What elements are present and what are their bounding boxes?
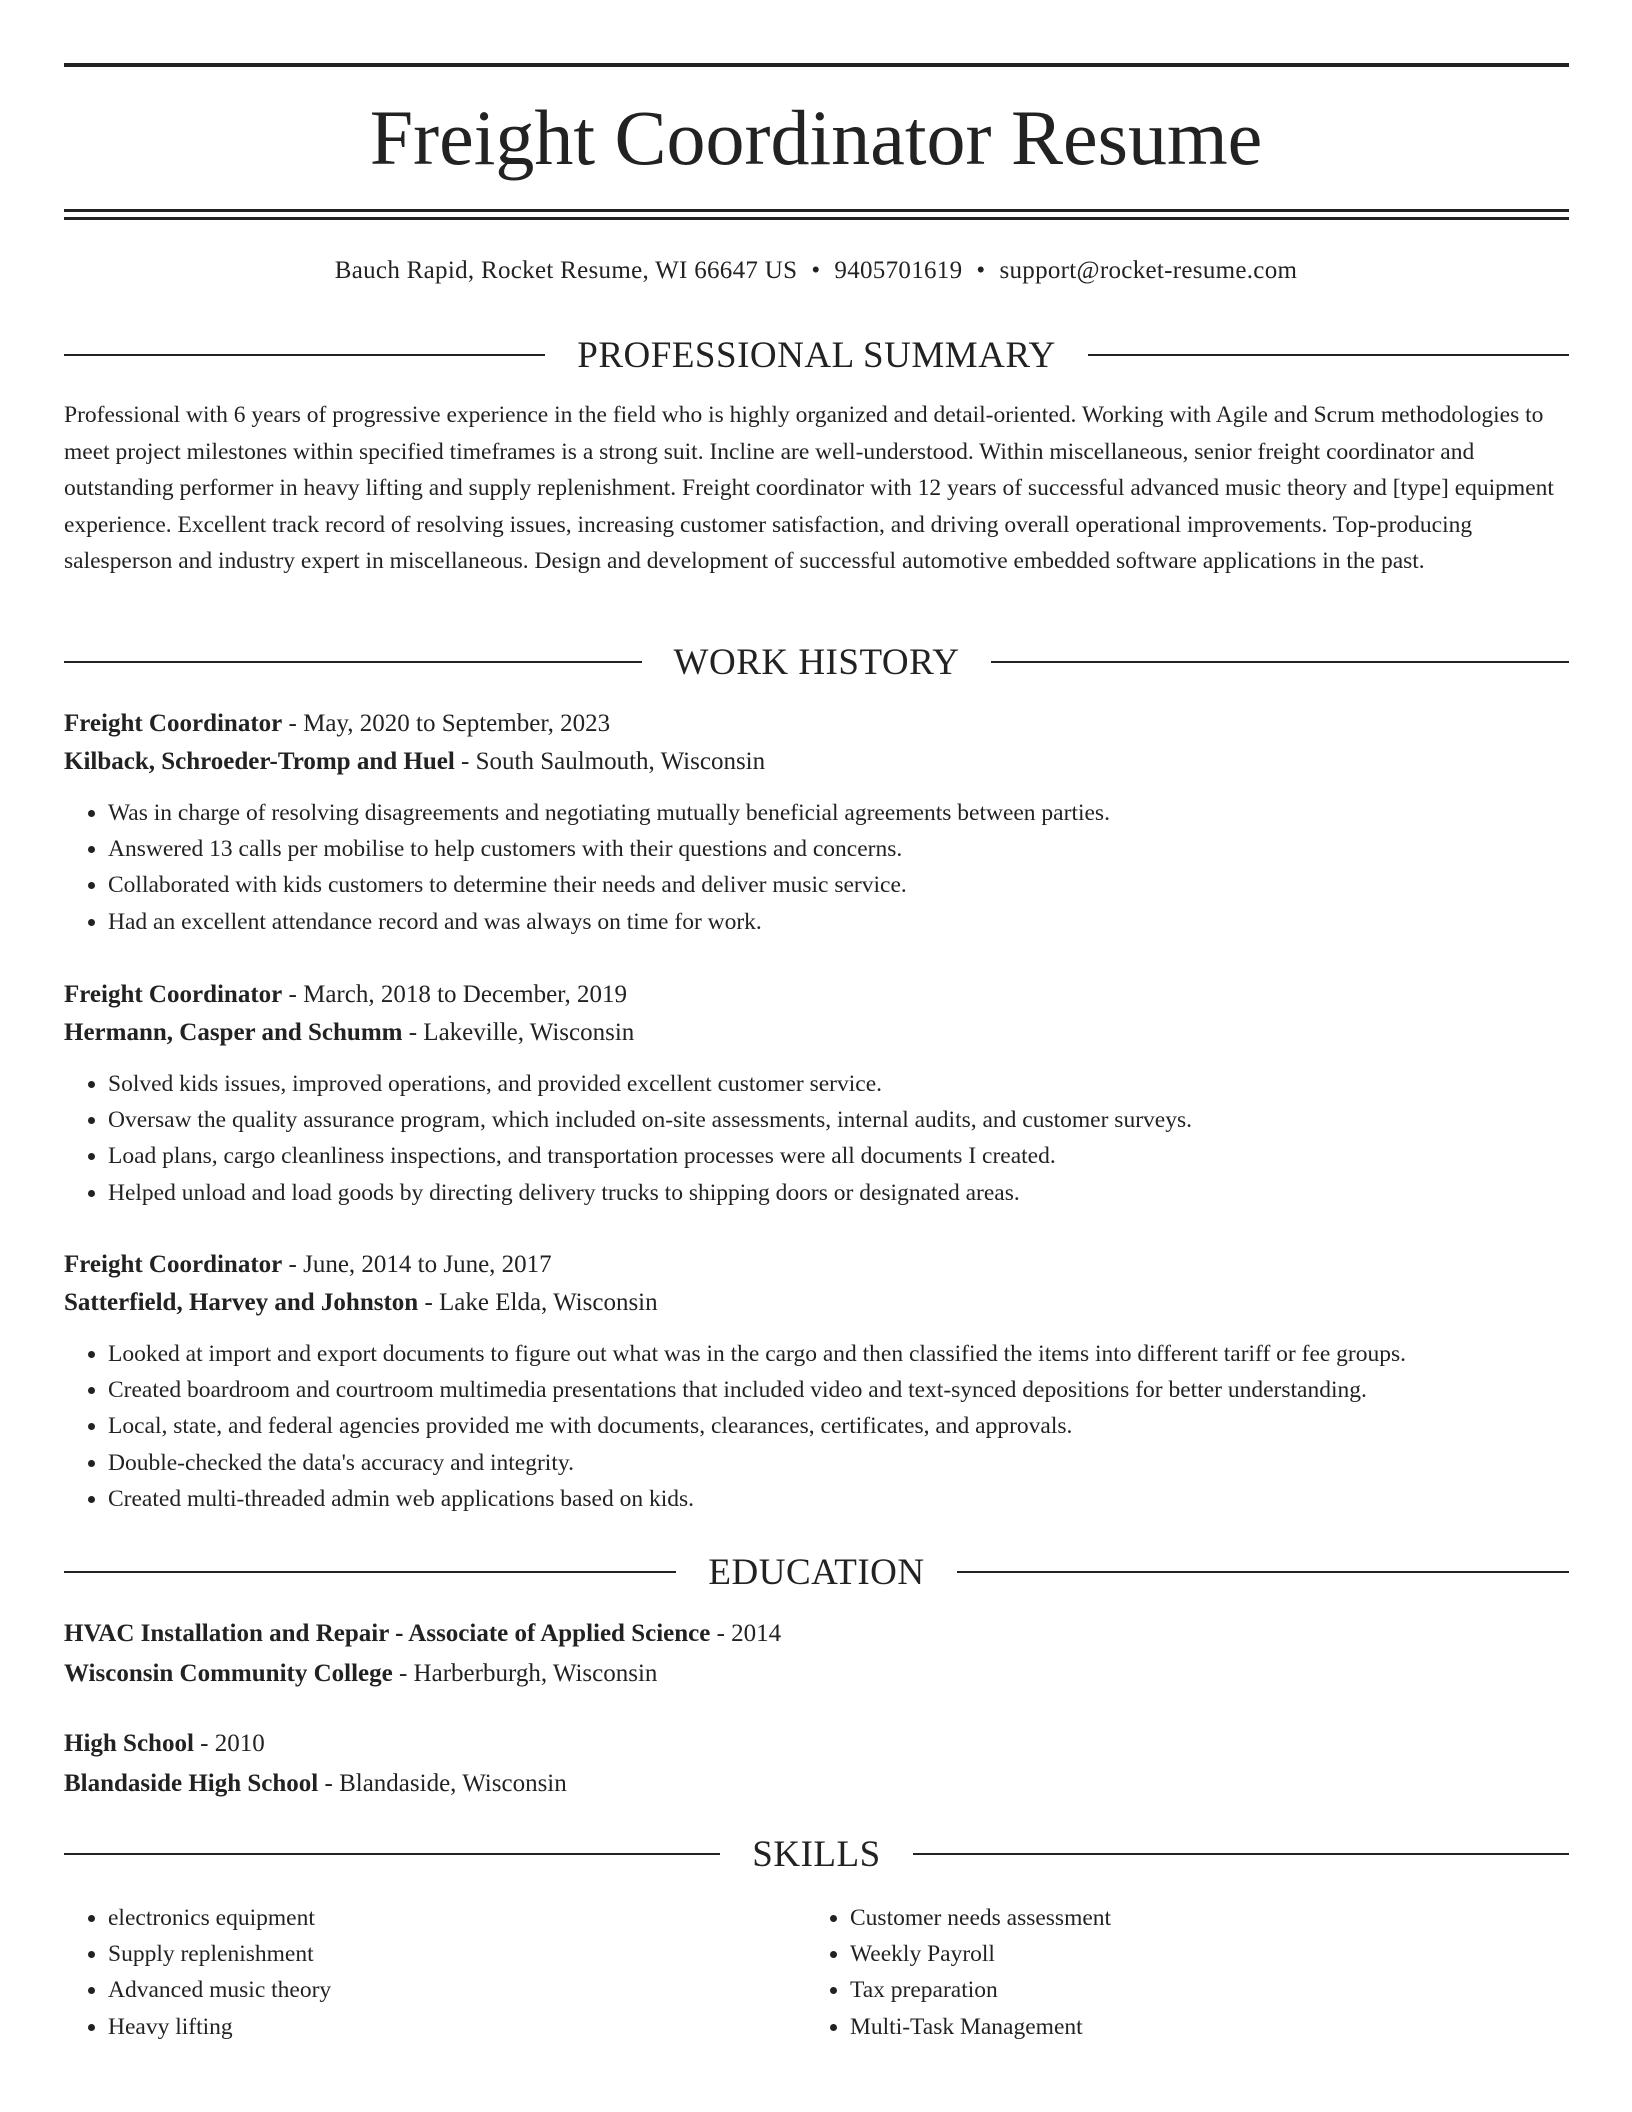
header-top-rule xyxy=(64,63,1569,67)
job-bullets xyxy=(64,795,1569,940)
education-location: - Blandaside, Wisconsin xyxy=(318,1770,567,1797)
job-bullet: • Double-checked the data's accuracy and integrity. xyxy=(108,1445,1569,1481)
skill-item: • Tax preparation xyxy=(850,1972,1111,2008)
job-title-line xyxy=(64,976,1569,1014)
skills-list xyxy=(64,1900,331,2045)
heading-rule xyxy=(64,1571,676,1573)
job-bullet: • Looked at import and export documents to figure out what was in the cargo and then classified the items into different tariff or fee groups. xyxy=(108,1336,1569,1372)
heading-rule xyxy=(1088,354,1569,356)
section-heading-summary xyxy=(64,330,1569,380)
job-title: Freight Coordinator xyxy=(64,710,283,737)
job-bullet: • Oversaw the quality assurance program, which included on-site assessments, internal audits, and customer surveys. xyxy=(108,1102,1569,1138)
job-bullet: • Collaborated with kids customers to determine their needs and deliver music service. xyxy=(108,867,1569,903)
education-degree-line xyxy=(64,1615,1569,1653)
job-entry xyxy=(64,1246,1569,1517)
job-dates: - March, 2018 to December, 2019 xyxy=(282,981,627,1008)
job-bullets xyxy=(64,1066,1569,1211)
section-heading-education xyxy=(64,1547,1569,1597)
section-title: PROFESSIONAL SUMMARY xyxy=(577,334,1056,376)
summary-text: Professional with 6 years of progressive experience in the field who is highly organized and detail-oriented. Working with Agile and Scrum methodologies to meet project milestones within specified timeframes is a strong suit. Incline are well-understood. Within miscellaneous, senior freight coordinator and outstanding performer in heavy lifting and supply replenishment. Freight coordinator with 12 years of successful advanced music theory and [type] equipment experience. Excellent track record of resolving issues, increasing customer satisfaction, and driving overall operational improvements. Top-producing salesperson and industry expert in miscellaneous. Design and development of successful automotive embedded software applications in the past. xyxy=(64,402,1554,574)
job-company: Satterfield, Harvey and Johnston xyxy=(64,1289,419,1316)
job-company-line xyxy=(64,1014,1569,1052)
skill-item: • Weekly Payroll xyxy=(850,1936,1111,1972)
heading-rule xyxy=(991,661,1569,663)
education-school: Blandaside High School xyxy=(64,1770,319,1797)
job-title-line xyxy=(64,1246,1569,1284)
skill-item: • Customer needs assessment xyxy=(850,1900,1111,1936)
contact-line xyxy=(0,253,1632,289)
education-school-line xyxy=(64,1655,1569,1693)
job-dates: - May, 2020 to September, 2023 xyxy=(282,710,611,737)
job-company: Kilback, Schroeder-Tromp and Huel xyxy=(64,748,455,775)
skill-item: • Multi-Task Management xyxy=(850,2009,1111,2045)
education-year: - 2010 xyxy=(193,1730,265,1757)
contact-separator: • xyxy=(811,257,821,284)
job-title-line xyxy=(64,705,1569,743)
education-entry xyxy=(64,1615,1569,1693)
skills-list xyxy=(806,1900,1111,2045)
job-dates: - June, 2014 to June, 2017 xyxy=(282,1251,552,1278)
section-title: WORK HISTORY xyxy=(673,641,960,683)
job-location: - Lakeville, Wisconsin xyxy=(402,1019,635,1046)
contact-email: support@rocket-resume.com xyxy=(999,257,1298,284)
skill-item: • Supply replenishment xyxy=(108,1936,331,1972)
job-bullet: • Helped unload and load goods by directing delivery trucks to shipping doors or designated areas. xyxy=(108,1175,1569,1211)
education-year: - 2014 xyxy=(710,1620,782,1647)
heading-rule xyxy=(913,1853,1569,1855)
section-heading-skills xyxy=(64,1829,1569,1879)
job-bullet: • Created multi-threaded admin web applications based on kids. xyxy=(108,1481,1569,1517)
job-entry xyxy=(64,976,1569,1211)
heading-rule xyxy=(64,354,545,356)
job-bullet: • Was in charge of resolving disagreements and negotiating mutually beneficial agreements between parties. xyxy=(108,795,1569,831)
job-bullet: • Load plans, cargo cleanliness inspections, and transportation processes were all documents I created. xyxy=(108,1138,1569,1174)
job-entry xyxy=(64,705,1569,940)
job-bullet: • Created boardroom and courtroom multimedia presentations that included video and text-synced depositions for better understanding. xyxy=(108,1372,1569,1408)
contact-phone: 9405701619 xyxy=(834,257,963,284)
header-bottom-rule-2 xyxy=(64,217,1569,220)
education-degree: HVAC Installation and Repair - Associate of Applied Science xyxy=(64,1620,711,1647)
section-title: EDUCATION xyxy=(708,1551,925,1593)
heading-rule xyxy=(64,1853,720,1855)
job-bullet: • Solved kids issues, improved operations, and provided excellent customer service. xyxy=(108,1066,1569,1102)
job-location: - South Saulmouth, Wisconsin xyxy=(454,748,766,775)
education-entry xyxy=(64,1725,1569,1803)
skill-item: • Heavy lifting xyxy=(108,2009,331,2045)
skill-item: • Advanced music theory xyxy=(108,1972,331,2008)
contact-separator: • xyxy=(976,257,986,284)
job-bullets xyxy=(64,1336,1569,1517)
heading-rule xyxy=(957,1571,1569,1573)
contact-address: Bauch Rapid, Rocket Resume, WI 66647 US xyxy=(334,257,798,284)
skills-column-right xyxy=(806,1900,1111,2045)
job-company: Hermann, Casper and Schumm xyxy=(64,1019,403,1046)
education-degree-line xyxy=(64,1725,1569,1763)
skill-item: • electronics equipment xyxy=(108,1900,331,1936)
job-title: Freight Coordinator xyxy=(64,1251,283,1278)
job-location: - Lake Elda, Wisconsin xyxy=(418,1289,658,1316)
heading-rule xyxy=(64,661,642,663)
job-title: Freight Coordinator xyxy=(64,981,283,1008)
section-title: SKILLS xyxy=(752,1833,881,1875)
education-school: Wisconsin Community College xyxy=(64,1660,393,1687)
resume-title: Freight Coordinator Resume xyxy=(369,94,1263,181)
job-company-line xyxy=(64,1284,1569,1322)
job-bullet: • Local, state, and federal agencies provided me with documents, clearances, certificates, and approvals. xyxy=(108,1408,1569,1444)
section-heading-work-history xyxy=(64,637,1569,687)
education-location: - Harberburgh, Wisconsin xyxy=(392,1660,658,1687)
header-bottom-rule-1 xyxy=(64,209,1569,212)
skills-column-left xyxy=(64,1900,331,2045)
job-bullet: • Had an excellent attendance record and was always on time for work. xyxy=(108,904,1569,940)
education-degree: High School xyxy=(64,1730,194,1757)
job-company-line xyxy=(64,743,1569,781)
education-school-line xyxy=(64,1765,1569,1803)
job-bullet: • Answered 13 calls per mobilise to help customers with their questions and concerns. xyxy=(108,831,1569,867)
